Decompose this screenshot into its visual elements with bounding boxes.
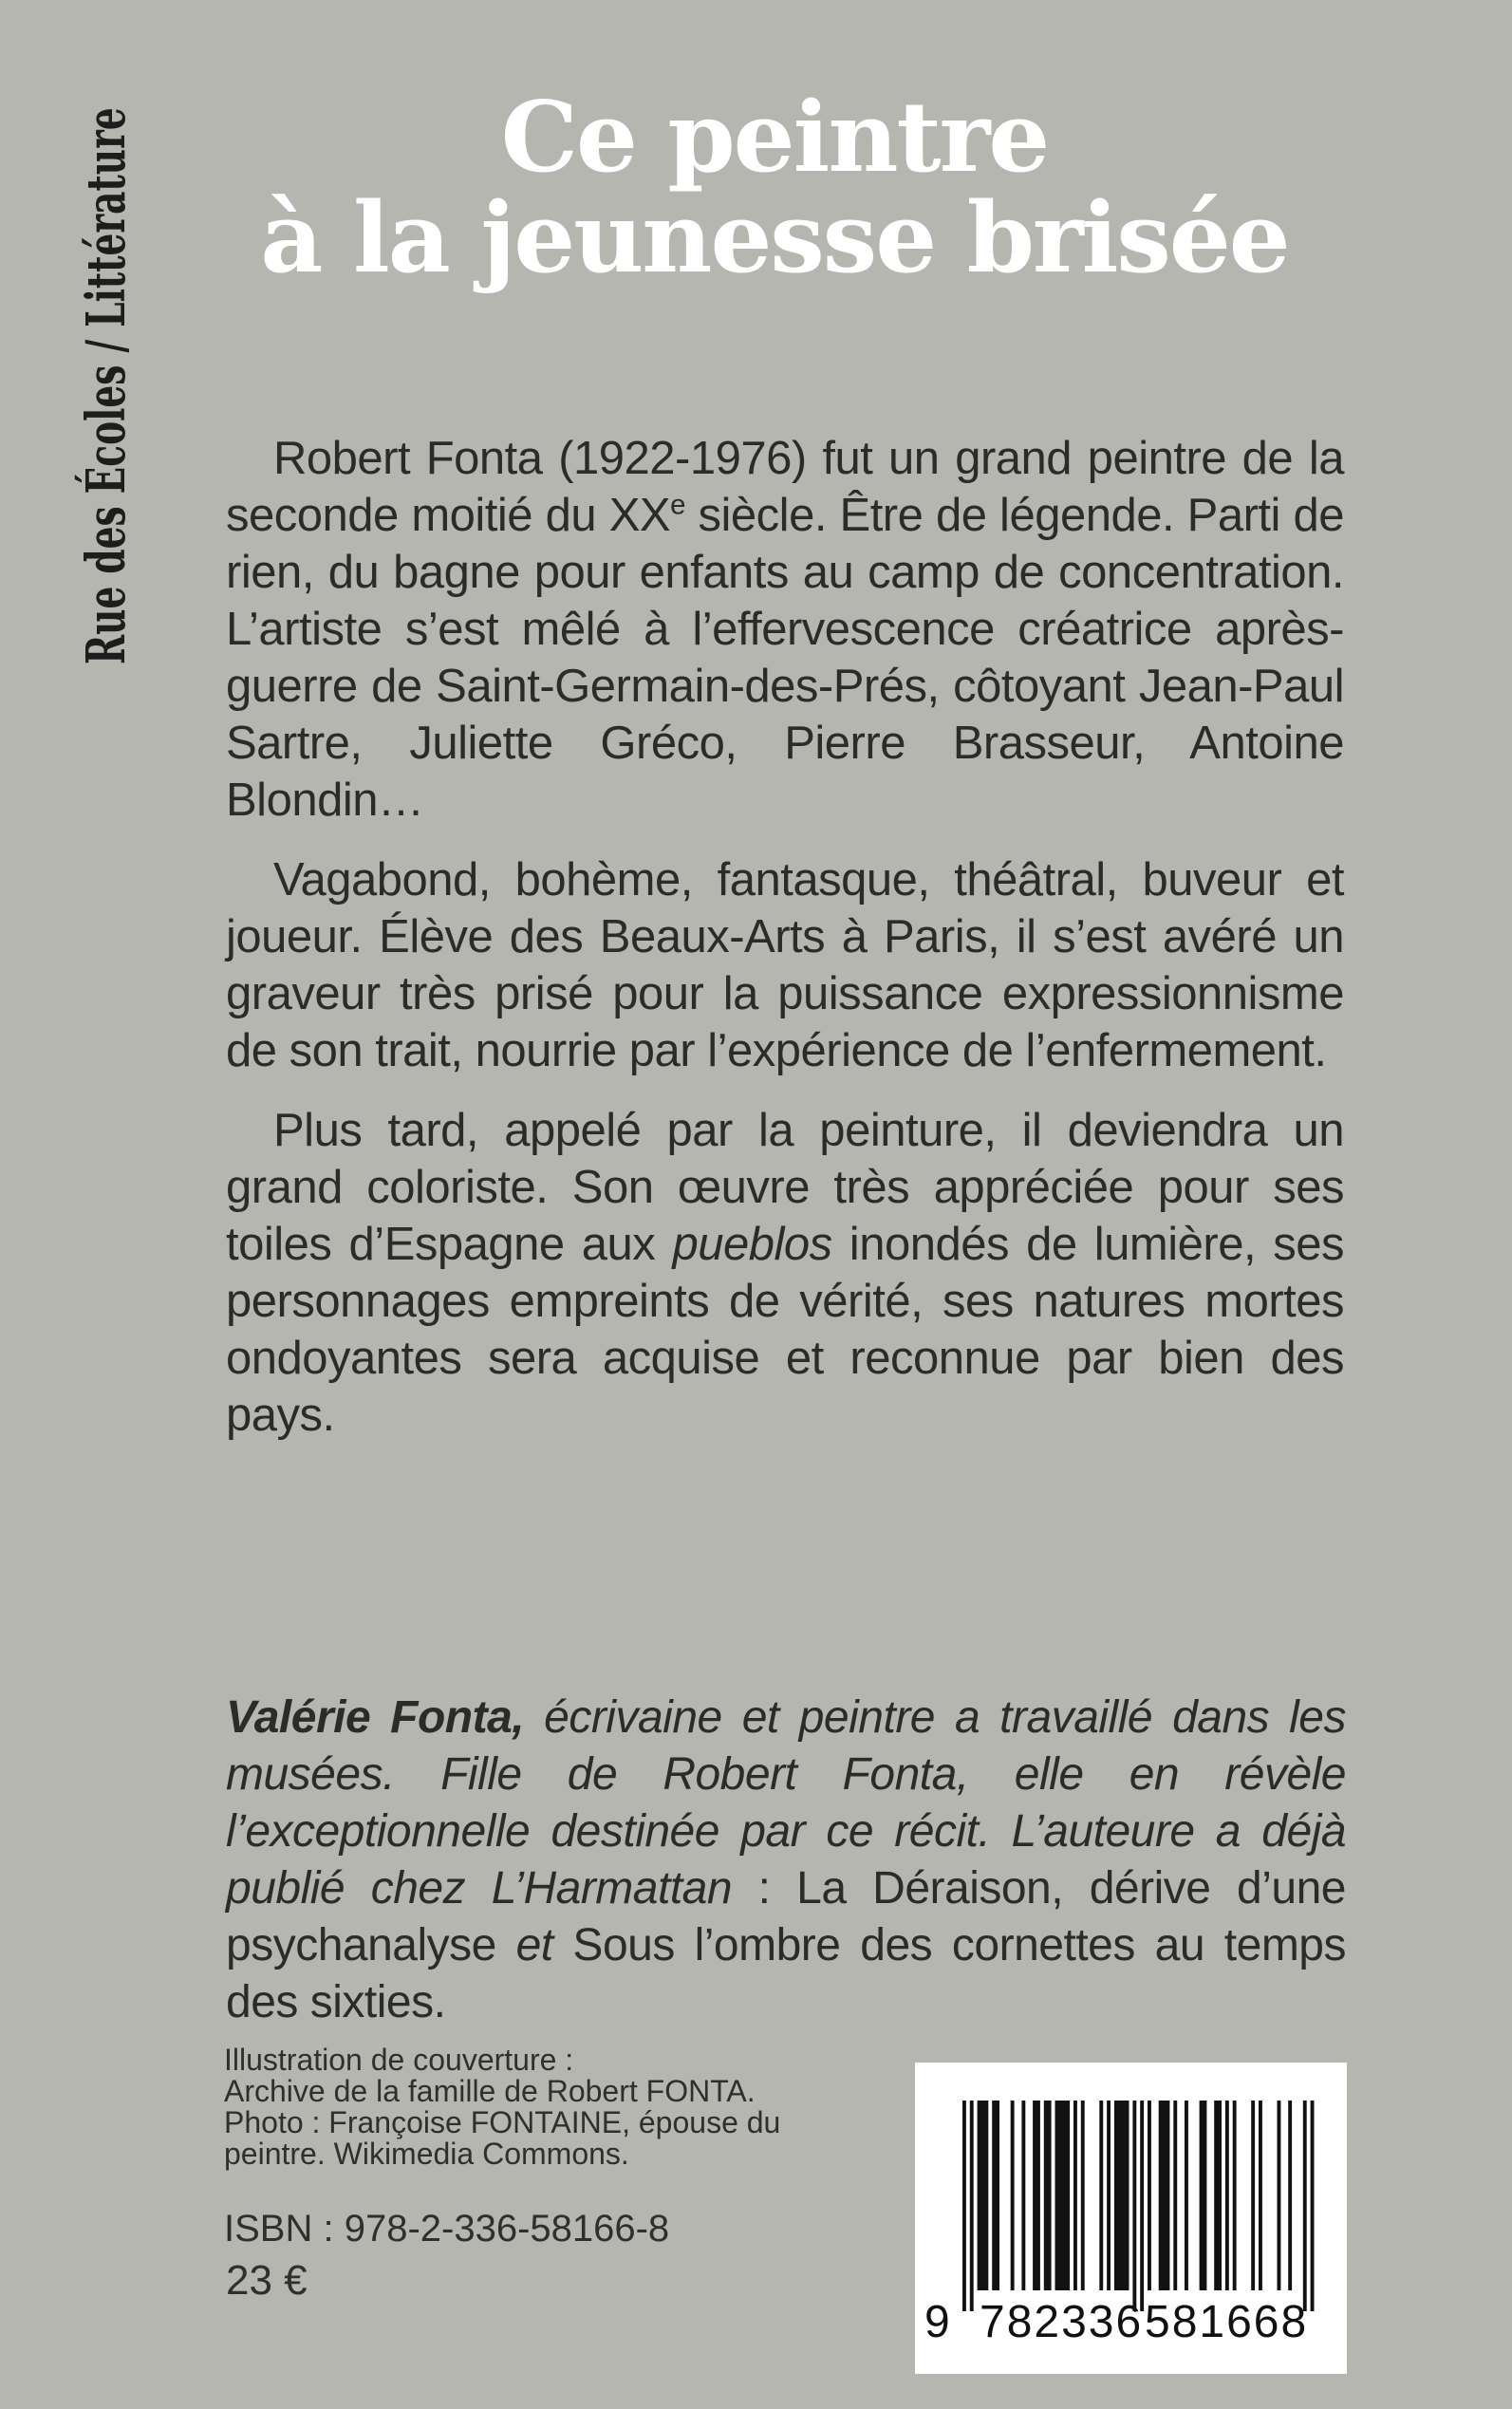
synopsis-paragraph-1 [226,430,1344,829]
title-line-1: Ce peintre [500,81,1049,195]
bio-conjunction: et [495,1920,573,1970]
bio-book-title-2: Sous l’ombre des cornettes au temps des sixties. [226,1920,1346,2027]
cover-credits [224,2045,780,2170]
credit-line-4: peintre. Wikimedia Commons. [224,2137,629,2171]
bio-book-title-1: La Déraison, dérive d’une psychanalyse [226,1863,1347,1970]
synopsis-p3-rest: inondés de lumière, ses personnages empreints de vérité, ses natures mortes ondoyantes sera acquise et reconnue par bien des pays. [226,1219,1344,1441]
title-line-2: à la jeunesse brisée [260,181,1289,295]
synopsis-paragraph-2: Vagabond, bohème, fantasque, théâtral, buveur et joueur. Élève des Beaux-Arts à Paris, il s’est avéré un graveur très prisé pour la puissance expressionnisme de son trait, nourrie par l’expérience de l’enfermement. [226,854,1344,1076]
price: 23 € [226,2257,308,2304]
bio-italic-text: écrivaine et peintre a travaillé dans les musées. Fille de Robert Fonta, elle en révèle l’exceptionnelle destinée par ce récit. L’auteure a déjà publié chez L’Harmattan [226,1692,1347,1914]
barcode-digits-right: 581668 [1145,2297,1309,2347]
barcode-bars [962,2101,1315,2311]
author-name: Valérie Fonta, [226,1692,525,1743]
credit-line-1: Illustration de couverture : [224,2043,574,2077]
book-title [205,81,1344,295]
synopsis-paragraph-3 [226,1102,1344,1444]
barcode [915,2063,1347,2374]
author-bio [226,1690,1346,2031]
synopsis-p3-text: Plus tard, appelé par la peinture, il deviendra un grand coloriste. Son œuvre très appréciée pour ses toiles d’Espagne aux [226,1105,1344,1270]
bio-separator: : [732,1863,797,1914]
synopsis-p1-text: Robert Fonta (1922-1976) fut un grand peintre de la seconde moitié du XX [226,433,1344,541]
credit-line-2: Archive de la famille de Robert FONTA. [224,2074,756,2108]
isbn-number: ISBN : 978-2-336-58166-8 [224,2208,670,2250]
barcode-digits-left: 782336 [980,2297,1144,2347]
synopsis [226,430,1344,1444]
barcode-digit-system: 9 [924,2297,952,2347]
century-superscript: e [670,489,685,521]
credit-line-3: Photo : Françoise FONTAINE, épouse du [224,2105,781,2139]
synopsis-p1-rest: siècle. Être de légende. Parti de rien, du bagne pour enfants au camp de concentration. L’artiste s’est mêlé à l’effervescence créatrice après-guerre de Saint-Germain-des-Prés, côtoyant Jean-Paul Sartre, Juliette Gréco, Pierre Brasseur, Antoine Blondin… [226,490,1344,826]
synopsis-p3-italic-word: pueblos [672,1219,832,1270]
collection-label: Rue des Écoles / Littérature [75,107,138,664]
